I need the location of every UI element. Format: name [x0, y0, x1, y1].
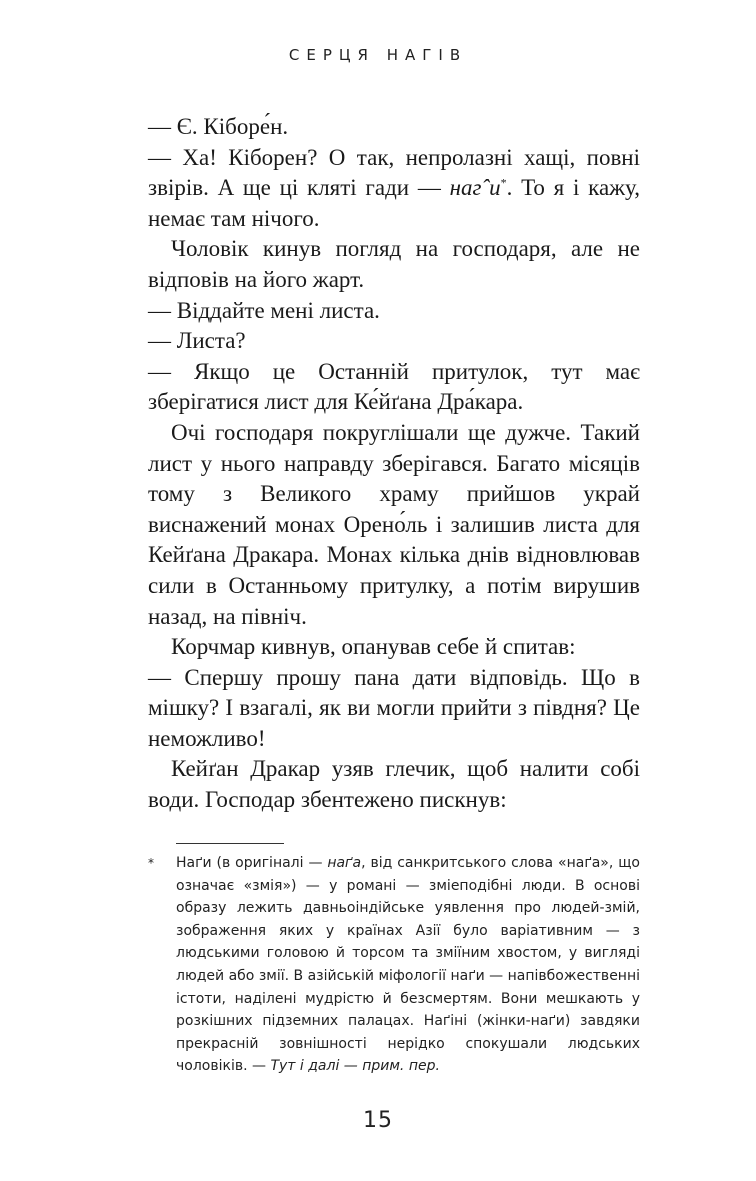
page-number: 15 [363, 1108, 393, 1133]
paragraph: Очі господаря покруглішали ще дужче. Такий лист у нього направду зберігався. Багато місяців тому з Великого храму прийшов украй виснажений монах Орено́ль і залишив листа для Кейґана Дракара. Монах кілька днів відновлював сили в Останньому притулку, а потім вирушив назад, на північ. [148, 419, 640, 629]
paragraph-text: — Ха! Кіборен? О так, непролазні хащі, повні звірів. А ще ці кляті гади — [148, 144, 640, 201]
footnote-italic: Тут і далі — прим. пер. [270, 1058, 440, 1075]
paragraph: — Спершу прошу пана дати відповідь. Що в мішку? І взагалі, як ви могли прийти з півдня? Це неможливо! [148, 664, 640, 751]
running-head: СЕРЦЯ НАГІВ [288, 46, 468, 64]
paragraph: — Є. Кіборе́н. [148, 114, 289, 139]
footnote-mark: * [148, 856, 154, 870]
paragraph: — Листа? [148, 328, 246, 354]
paragraph: Корчмар кивнув, опанував себе й спитав: [171, 634, 576, 660]
footnote-text: Наґи (в оригіналі — [176, 855, 328, 871]
italic-term: нагˆи [449, 175, 501, 201]
footnote-divider [176, 843, 284, 844]
paragraph: Чоловік кинув погляд на господаря, але не відповів на його жарт. [148, 236, 640, 292]
paragraph [148, 143, 640, 235]
paragraph: — Віддайте мені листа. [148, 297, 380, 323]
paragraph: Кейґан Дракар узяв глечик, щоб налити собі води. Господар збентежено пискнув: [148, 756, 640, 813]
paragraph-text: . То я і кажу, немає там нічого. [148, 175, 640, 231]
footnote [148, 852, 640, 1078]
footnote-text: , від санкритського слова «наґа», що означає «змія») — у романі — зміеподібні люди. В основі образу лежить давньоіндійське уявлення про людей-змій, зображення яких у країнах Азії було варіативним — з людськими головою й торсом та зміїним хвостом, у вигляді людей або змії. В азійській міфології наґи — напівбожественні істоти, наділені мудрістю й безсмертям. Вони мешкають у розкішних підземних палацах. Наґіні (жінки-наґи) завдяки прекрасній зовнішності нерідко спокушали людських чоловіків. — [176, 855, 640, 1075]
footnote-reference[interactable]: * [500, 175, 507, 190]
footnote-italic: наґа [327, 855, 362, 871]
paragraph: — Якщо це Останній притулок, тут має зберігатися лист для Ке́йґана Дра́кара. [148, 358, 640, 415]
footnote-body [176, 852, 640, 1078]
body-text [148, 112, 640, 816]
